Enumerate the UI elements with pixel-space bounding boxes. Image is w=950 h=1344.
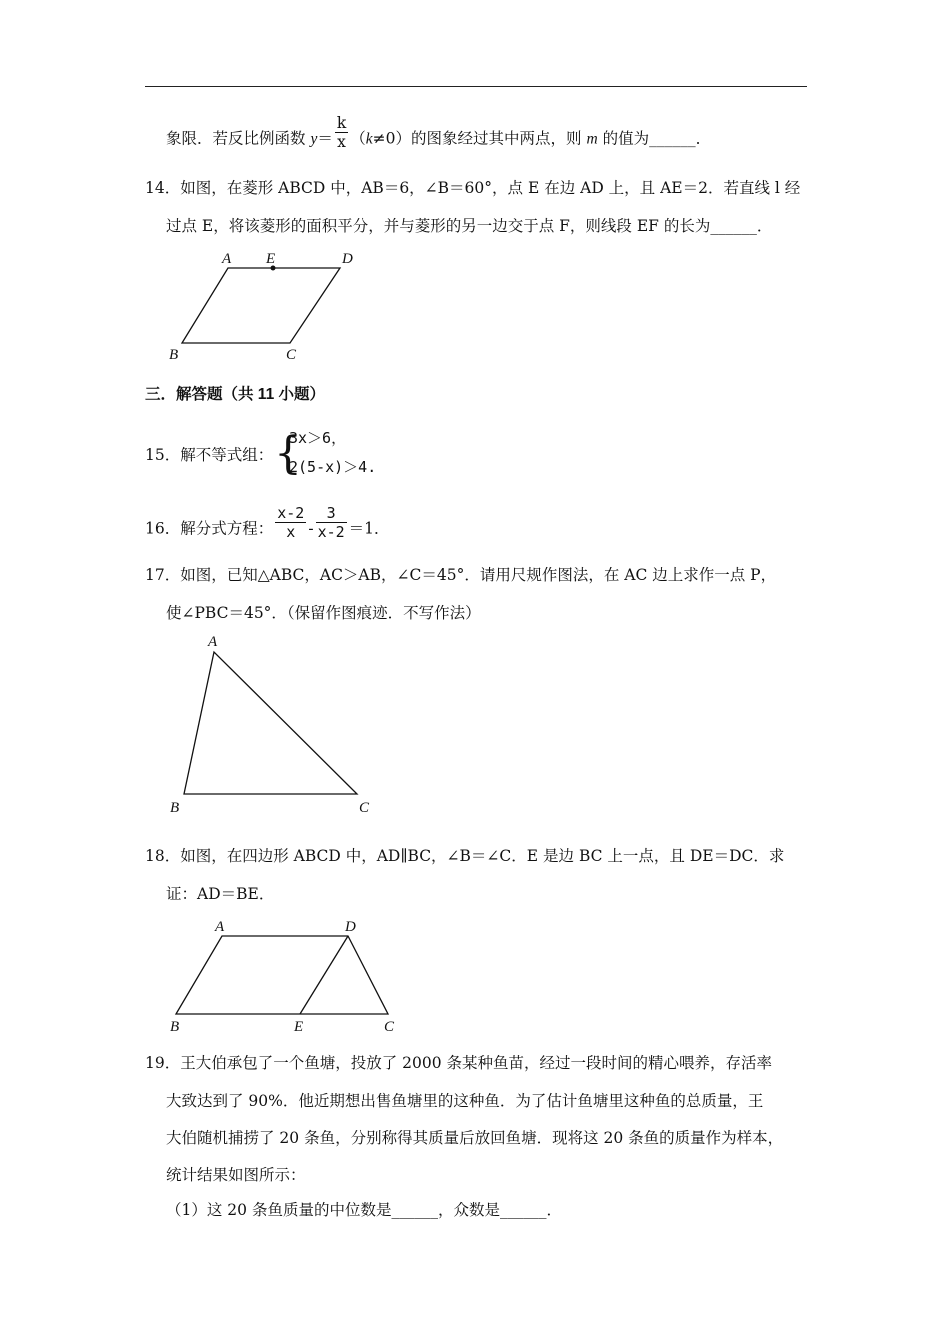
q19-line1: 19．王大伯承包了一个鱼塘，投放了 2000 条某种鱼苗，经过一段时间的精心喂养，存活率: [145, 1054, 773, 1072]
system-brace: {: [274, 428, 302, 479]
header-rule: [145, 86, 807, 87]
q19-line2: 大致达到了 90%．他近期想出售鱼塘里的这种鱼．为了估计鱼塘里这种鱼的总质量，王: [166, 1092, 764, 1110]
label-D: D: [345, 919, 356, 935]
q17-line1: 17．如图，已知△ABC，AC＞AB，∠C＝45°．请用尺规作图法，在 AC 边上求作一点 P，: [145, 566, 777, 584]
q19-line3: 大伯随机捕捞了 20 条鱼，分别称得其质量后放回鱼塘．现将这 20 条鱼的质量作为样本，: [166, 1129, 784, 1147]
q15-prefix: 15．解不等式组：: [145, 446, 274, 464]
q19-sub1: （1）这 20 条鱼质量的中位数是______，众数是______．: [166, 1201, 562, 1219]
q18-line1: 18．如图，在四边形 ABCD 中，AD∥BC，∠B＝∠C．E 是边 BC 上一点，且 DE＝DC．求: [145, 847, 785, 865]
q14-line1: 14．如图，在菱形 ABCD 中，AB＝6，∠B＝60°，点 E 在边 AD 上，且 AE＝2．若直线 l 经: [145, 179, 801, 197]
section-title: 三．解答题（共 11 小题）: [145, 386, 325, 403]
label-A: A: [208, 634, 218, 650]
label-E: E: [266, 251, 276, 267]
fraction-2: $\frac{3}{x-2}$: [317, 504, 345, 541]
label-E: E: [294, 1019, 304, 1035]
q14-line2: 过点 E，将该菱形的面积平分，并与菱形的另一边交于点 F，则线段 EF 的长为______．: [166, 217, 773, 235]
q19-line4: 统计结果如图所示：: [166, 1166, 306, 1184]
fraction-1: $\frac{x-2}{x}$: [277, 504, 305, 541]
q15-ineq2: 2(5-x)＞4.: [289, 458, 377, 476]
q16-equation: 16．解分式方程： $\frac{x-2}{x}$ - $\frac{3}{x-2}$ ＝1．: [145, 504, 390, 541]
label-D: D: [342, 251, 353, 267]
label-B: B: [169, 347, 179, 363]
fraction-k-over-x: $\frac{k}{x}$: [336, 114, 347, 151]
label-A: A: [222, 251, 232, 267]
triangle-figure: [160, 630, 390, 820]
label-C: C: [286, 347, 297, 363]
label-B: B: [170, 800, 180, 816]
label-C: C: [384, 1019, 395, 1035]
q15-ineq1: 3x＞6，: [289, 429, 347, 447]
rhombus-figure: [160, 245, 380, 370]
quadrilateral-figure: [160, 912, 410, 1037]
label-B: B: [170, 1019, 180, 1035]
label-A: A: [215, 919, 225, 935]
q17-line2: 使∠PBC＝45°．（保留作图痕迹．不写作法）: [166, 604, 481, 622]
q13-tail: 象限．若反比例函数 y＝ $\frac{k}{x}$ （k≠0）的图象经过其中两点，则 m 的值为______．: [166, 114, 712, 151]
q18-line2: 证：AD＝BE．: [166, 885, 275, 903]
label-C: C: [359, 800, 370, 816]
